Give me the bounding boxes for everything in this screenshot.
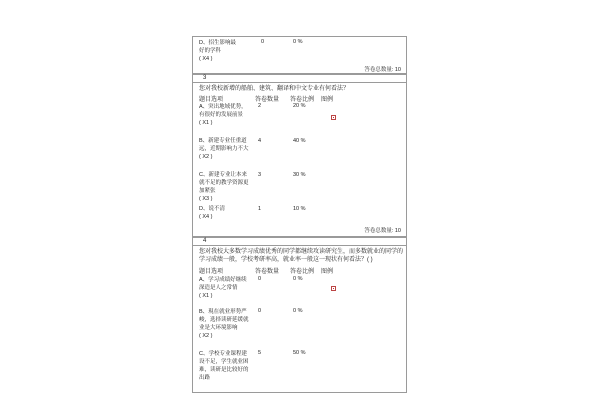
header-count: 答卷数量 [255, 97, 280, 103]
option-code: ( X4 ) [199, 56, 213, 62]
option-pct: 20 % [293, 103, 306, 109]
option-pct: 10 % [293, 206, 306, 212]
option-text: D、说不清 [199, 206, 225, 212]
option-label [199, 276, 251, 300]
option-code: ( X4 ) [199, 214, 213, 220]
option-text: C、学校专业课程建设不足，学生就业困难，读研是比较好的出路 [199, 351, 249, 381]
survey-page [192, 36, 407, 393]
option-label [199, 103, 251, 127]
option-label [199, 350, 251, 382]
option-pct: 40 % [293, 138, 306, 144]
header-option: 题目选项 [199, 269, 224, 275]
option-count: 1 [258, 206, 262, 212]
option-label [199, 308, 251, 340]
option-pct: 30 % [293, 172, 306, 178]
chart-icon[interactable] [331, 115, 336, 120]
option-count: 2 [258, 103, 262, 109]
question-number: 4 [203, 238, 207, 244]
option-pct: 0 % [293, 276, 303, 282]
option-label [199, 39, 241, 63]
option-code: ( X1 ) [199, 120, 213, 126]
option-text: D、招生影响最好的学科 [199, 40, 236, 54]
option-code: ( X1 ) [199, 293, 213, 299]
option-label [199, 137, 251, 161]
header-chart: 图例 [321, 269, 334, 275]
option-label [199, 205, 251, 221]
header-chart: 图例 [321, 97, 334, 103]
option-text: B、新建专业任重道远，近期影响力不大 [199, 138, 249, 152]
chart-icon[interactable] [331, 286, 336, 291]
option-label [199, 171, 251, 203]
header-count: 答卷数量 [255, 269, 280, 275]
option-count: 3 [258, 172, 262, 178]
header-pct: 答卷比例 [290, 269, 315, 275]
option-pct: 50 % [293, 350, 306, 356]
question-3-box [192, 82, 407, 237]
option-pct: 0 % [293, 308, 303, 314]
header-option: 题目选项 [199, 97, 224, 103]
total-count: 答卷总数量: 10 [364, 67, 401, 73]
prev-question-box [192, 36, 407, 74]
option-code: ( X2 ) [199, 333, 213, 339]
option-count: 4 [258, 138, 262, 144]
option-text: A、突出地域优势，有很好的发展前景 [199, 104, 247, 118]
option-pct: 0 % [293, 39, 303, 45]
question-title: 您对我校大多数学习成绩优秀的同学都继续攻读研究生，而多数就业的同学的学习成绩一般，学校考研率高，就业率一般这一现状有何看法？( ) [199, 249, 404, 263]
question-4-box [192, 245, 407, 393]
question-title: 您对我校新增的船舶、建筑、翻译和中文专业有何看法？ [199, 86, 350, 92]
option-text: A、学习成绩好继续深造是人之常情 [199, 277, 247, 291]
option-text: B、現在就业形势严峻，选择读研延缓就业是大环境影响 [199, 309, 249, 331]
option-text: C、新建专业让本来就不足的教学资源更加紧张 [199, 172, 249, 194]
option-count: 5 [258, 350, 262, 356]
question-number: 3 [203, 75, 207, 81]
total-count: 答卷总数量: 10 [364, 228, 401, 234]
option-count: 0 [258, 276, 262, 282]
option-code: ( X2 ) [199, 154, 213, 160]
option-count: 0 [261, 39, 265, 45]
option-code: ( X3 ) [199, 196, 213, 202]
option-count: 0 [258, 308, 262, 314]
header-pct: 答卷比例 [290, 97, 315, 103]
